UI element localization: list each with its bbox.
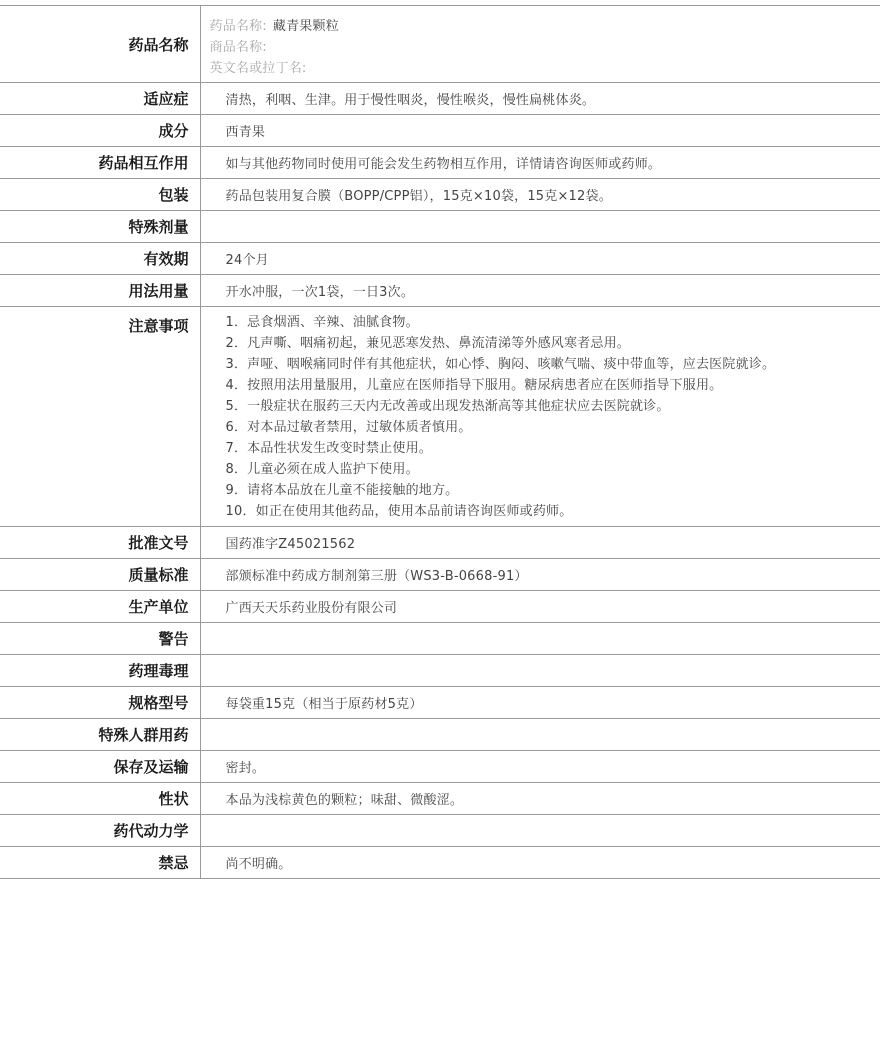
- row-label: 特殊剂量: [0, 211, 200, 243]
- row-label: 药代动力学: [0, 815, 200, 847]
- row-label: 有效期: [0, 243, 200, 275]
- row-storage: [0, 751, 880, 783]
- row-label: 质量标准: [0, 559, 200, 591]
- precaution-item: 7．本品性状发生改变时禁止使用。: [225, 441, 432, 456]
- row-label: 生产单位: [0, 591, 200, 623]
- row-value: 广西天天乐药业股份有限公司: [200, 591, 880, 623]
- row-ingredients: [0, 115, 880, 147]
- row-description: [0, 783, 880, 815]
- row-label: 禁忌: [0, 847, 200, 879]
- english-name-label: 英文名或拉丁名:: [209, 61, 307, 76]
- row-value: 部颁标准中药成方制剂第三册（WS3-B-0668-91）: [200, 559, 880, 591]
- row-quality-standard: [0, 559, 880, 591]
- row-label: 特殊人群用药: [0, 719, 200, 751]
- row-contraindications: [0, 847, 880, 879]
- row-label: 药理毒理: [0, 655, 200, 687]
- row-approval-number: [0, 527, 880, 559]
- row-value: 药品包装用复合膜（BOPP/CPP铝），15克×10袋，15克×12袋。: [200, 179, 880, 211]
- row-label: 用法用量: [0, 275, 200, 307]
- row-label: 药品相互作用: [0, 147, 200, 179]
- drug-names-cell: [200, 6, 880, 83]
- row-value: [200, 655, 880, 687]
- row-label: 保存及运输: [0, 751, 200, 783]
- row-label: 规格型号: [0, 687, 200, 719]
- row-value: 24个月: [200, 243, 880, 275]
- english-name-line: [210, 58, 791, 79]
- trade-name-label: 商品名称:: [209, 40, 267, 55]
- row-packaging: [0, 179, 880, 211]
- precaution-item: 8．儿童必须在成人监护下使用。: [225, 462, 419, 477]
- row-value: 本品为浅棕黄色的颗粒；味甜、微酸涩。: [200, 783, 880, 815]
- row-value: [200, 211, 880, 243]
- row-value: 每袋重15克（相当于原药材5克）: [200, 687, 880, 719]
- row-warning: [0, 623, 880, 655]
- row-value: 尚不明确。: [200, 847, 880, 879]
- row-pharmacology: [0, 655, 880, 687]
- row-manufacturer: [0, 591, 880, 623]
- precaution-item: 4．按照用法用量服用，儿童应在医师指导下服用。糖尿病患者应在医师指导下服用。: [225, 378, 723, 393]
- row-value: 密封。: [200, 751, 880, 783]
- row-label: 适应症: [0, 83, 200, 115]
- row-interactions: [0, 147, 880, 179]
- row-label: 包装: [0, 179, 200, 211]
- row-special-populations: [0, 719, 880, 751]
- row-value: [200, 623, 880, 655]
- row-label: 批准文号: [0, 527, 200, 559]
- row-special-dosage: [0, 211, 880, 243]
- row-value: 清热，利咽、生津。用于慢性咽炎，慢性喉炎，慢性扁桃体炎。: [200, 83, 880, 115]
- precaution-item: 9．请将本品放在儿童不能接触的地方。: [225, 483, 459, 498]
- row-value: [200, 719, 880, 751]
- precaution-item: 3．声哑、咽喉痛同时伴有其他症状，如心悸、胸闷、咳嗽气喘、痰中带血等，应去医院就诊。: [225, 357, 776, 372]
- row-indications: [0, 83, 880, 115]
- row-label: 注意事项: [0, 307, 200, 527]
- row-value: 西青果: [200, 115, 880, 147]
- row-label: 警告: [0, 623, 200, 655]
- precaution-item: 5．一般症状在服药三天内无改善或出现发热渐高等其他症状应去医院就诊。: [225, 399, 670, 414]
- row-label: 成分: [0, 115, 200, 147]
- row-label: 性状: [0, 783, 200, 815]
- row-label: 药品名称: [0, 6, 200, 83]
- precaution-item: 6．对本品过敏者禁用，过敏体质者慎用。: [225, 420, 472, 435]
- trade-name-line: [210, 37, 791, 58]
- precaution-item: 1．忌食烟酒、辛辣、油腻食物。: [225, 315, 419, 330]
- row-shelf-life: [0, 243, 880, 275]
- drug-name-value: 藏青果颗粒: [272, 19, 339, 34]
- precaution-item: 2．凡声嘶、咽痛初起，兼见恶寒发热、鼻流清涕等外感风寒者忌用。: [225, 336, 630, 351]
- drug-name-line: [210, 16, 791, 37]
- drug-name-label: 药品名称:: [209, 19, 267, 34]
- drug-spec-table: [0, 5, 880, 879]
- row-value: 如与其他药物同时使用可能会发生药物相互作用，详情请咨询医师或药师。: [200, 147, 880, 179]
- row-value: [200, 815, 880, 847]
- row-value: 开水冲服，一次1袋，一日3次。: [200, 275, 880, 307]
- row-precautions: [0, 307, 880, 527]
- precautions-list: [200, 307, 880, 527]
- precaution-item: 10．如正在使用其他药品，使用本品前请咨询医师或药师。: [225, 504, 573, 519]
- row-dosage: [0, 275, 880, 307]
- row-value: 国药准字Z45021562: [200, 527, 880, 559]
- row-specification: [0, 687, 880, 719]
- row-drug-name: [0, 6, 880, 83]
- row-pharmacokinetics: [0, 815, 880, 847]
